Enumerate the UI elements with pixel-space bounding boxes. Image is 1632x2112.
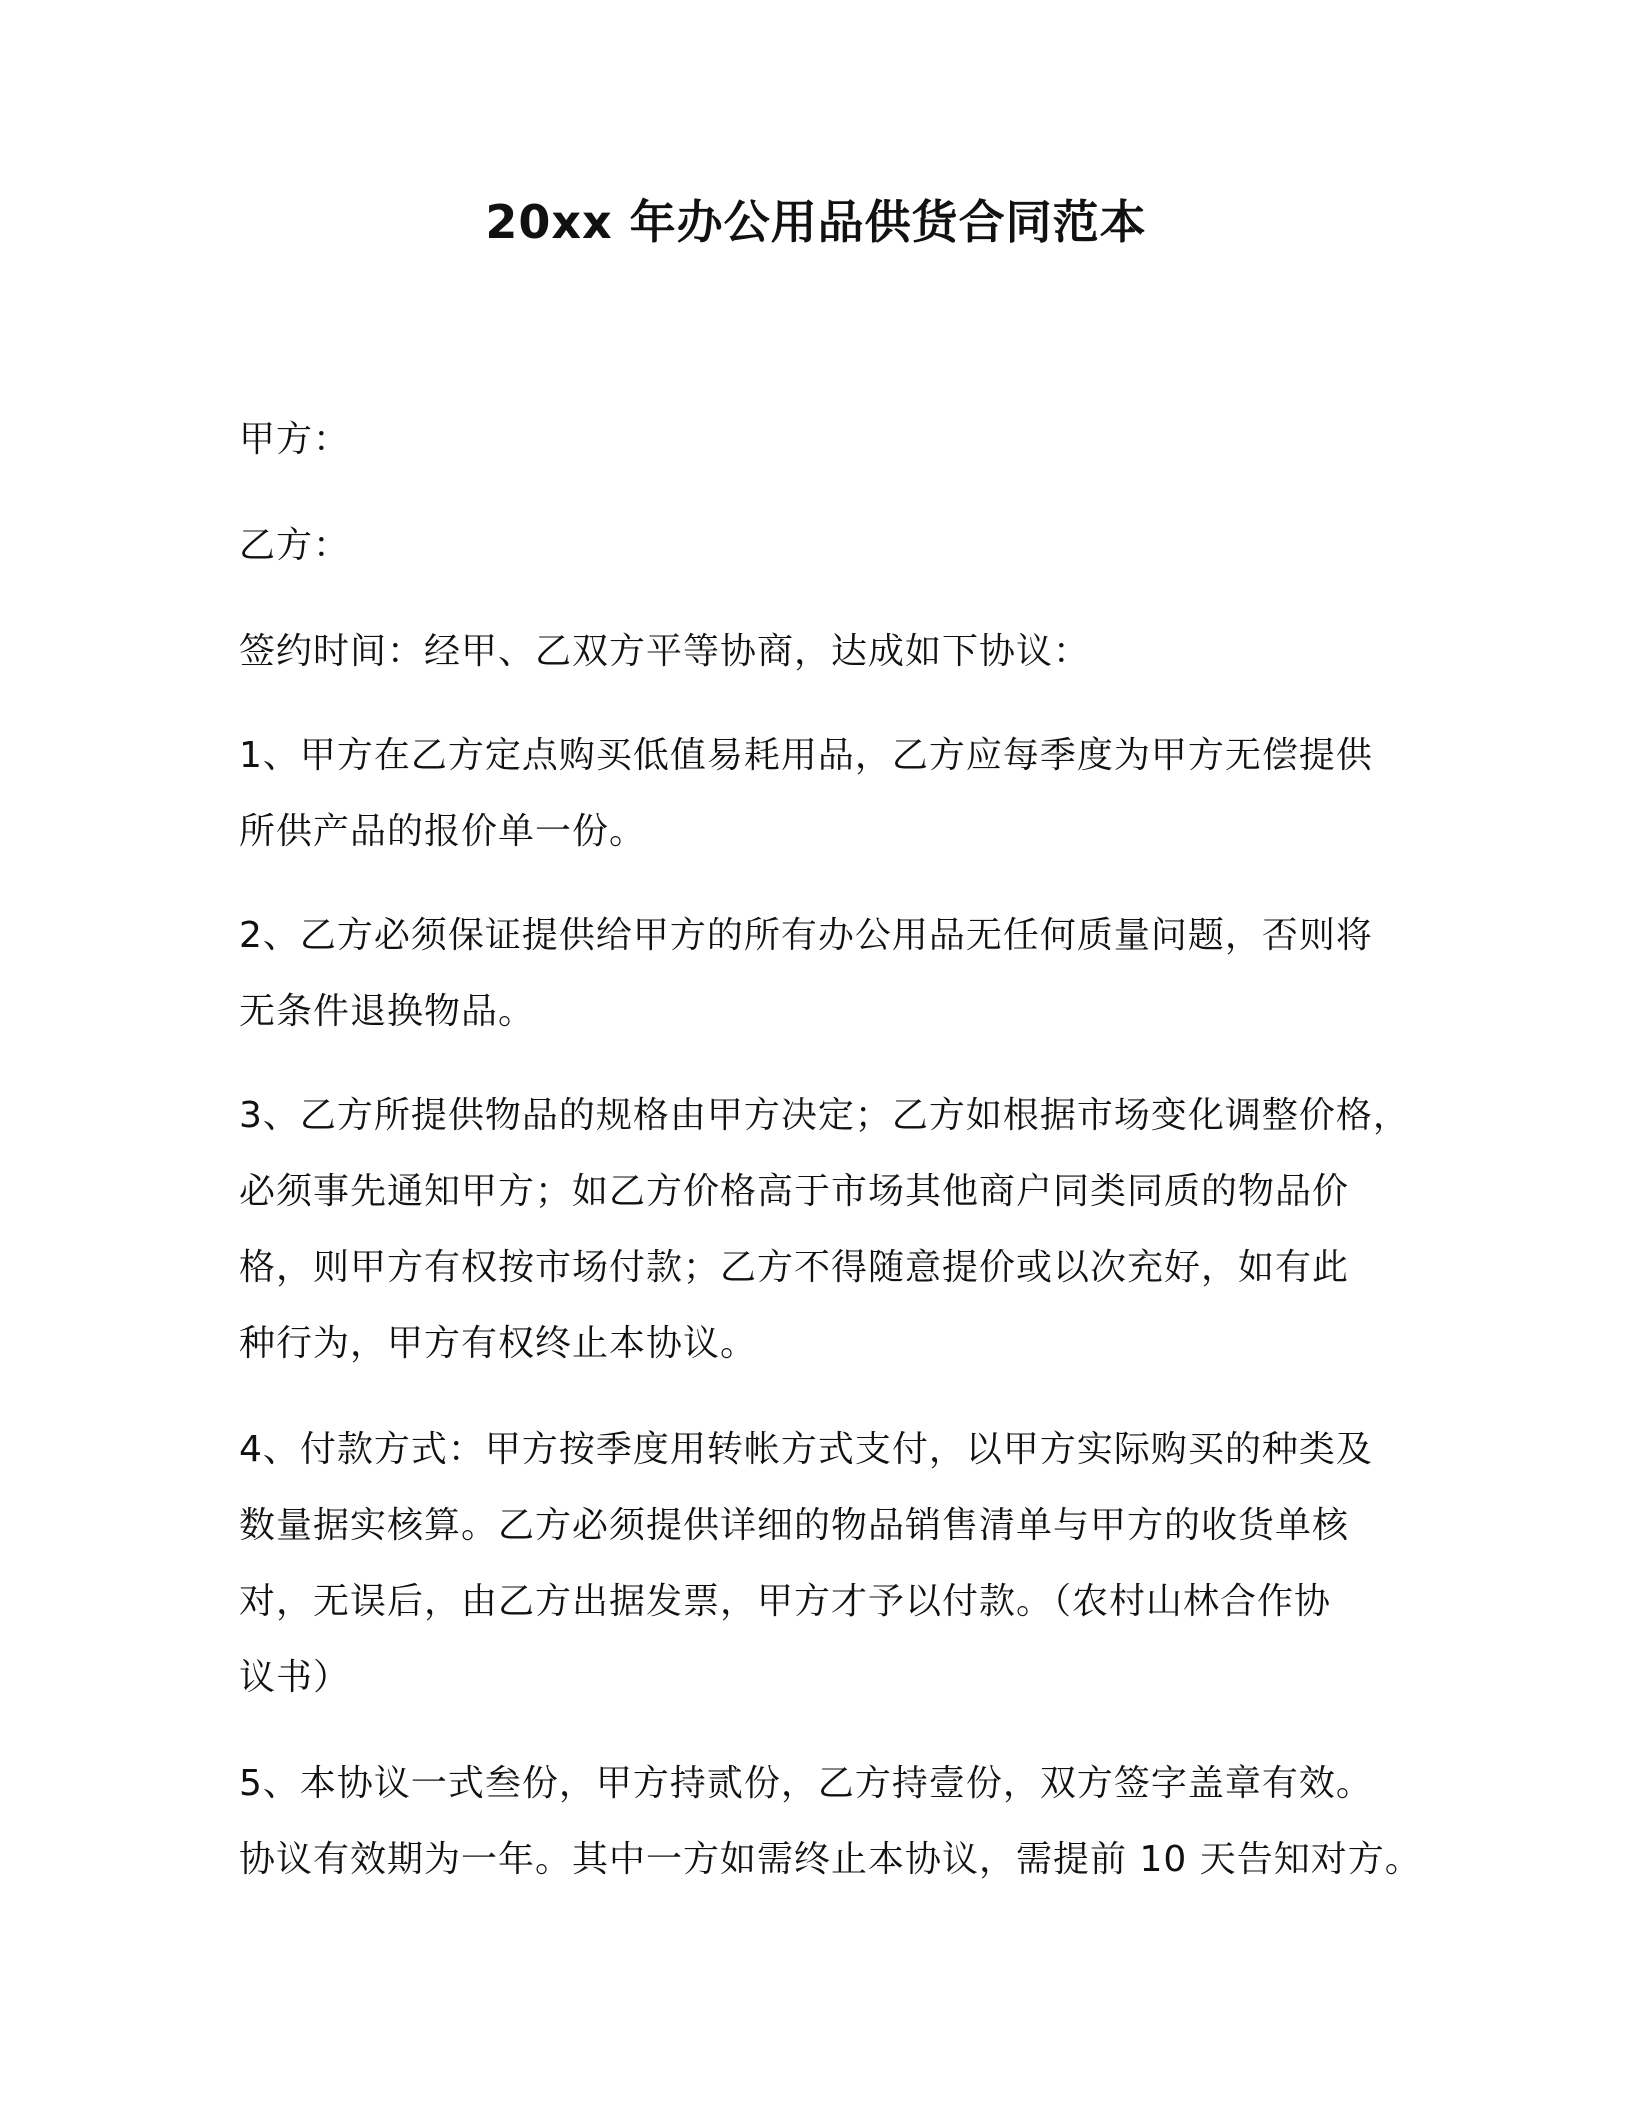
clause-line: 种行为，甲方有权终止本协议。 bbox=[239, 1323, 758, 1364]
clause-4 bbox=[239, 1412, 1409, 1716]
party-a-label: 甲方： bbox=[239, 419, 351, 460]
party-b-line bbox=[239, 508, 1409, 584]
clause-line: 3、乙方所提供物品的规格由甲方决定；乙方如根据市场变化调整价格， bbox=[239, 1095, 1410, 1136]
clause-3 bbox=[239, 1078, 1409, 1382]
clause-5 bbox=[239, 1746, 1422, 1898]
signing-line bbox=[239, 614, 1409, 690]
clause-line: 2、乙方必须保证提供给甲方的所有办公用品无任何质量问题，否则将 bbox=[239, 915, 1373, 956]
clause-line: 无条件退换物品。 bbox=[239, 991, 536, 1032]
clause-line: 所供产品的报价单一份。 bbox=[239, 811, 647, 852]
clause-line: 格，则甲方有权按市场付款；乙方不得随意提价或以次充好，如有此 bbox=[239, 1247, 1350, 1288]
clause-1 bbox=[239, 718, 1409, 870]
clause-line: 5、本协议一式叁份，甲方持贰份，乙方持壹份，双方签字盖章有效。 bbox=[239, 1763, 1373, 1804]
clause-line: 数量据实核算。乙方必须提供详细的物品销售清单与甲方的收货单核 bbox=[239, 1505, 1350, 1546]
party-a-line bbox=[239, 402, 1409, 478]
signing-text: 签约时间：经甲、乙双方平等协商，达成如下协议： bbox=[239, 631, 1091, 672]
clause-line: 协议有效期为一年。其中一方如需终止本协议，需提前 10 天告知对方。 bbox=[239, 1839, 1422, 1880]
clause-2 bbox=[239, 898, 1409, 1050]
document-title: 20xx 年办公用品供货合同范本 bbox=[485, 195, 1147, 249]
clause-line: 1、甲方在乙方定点购买低值易耗用品，乙方应每季度为甲方无偿提供 bbox=[239, 735, 1373, 776]
clause-line: 必须事先通知甲方；如乙方价格高于市场其他商户同类同质的物品价 bbox=[239, 1171, 1350, 1212]
clause-line: 4、付款方式：甲方按季度用转帐方式支付，以甲方实际购买的种类及 bbox=[239, 1429, 1373, 1470]
party-b-label: 乙方： bbox=[239, 525, 351, 566]
clause-line: 对，无误后，由乙方出据发票，甲方才予以付款。（农村山林合作协 bbox=[239, 1581, 1332, 1622]
clause-line: 议书） bbox=[239, 1657, 351, 1698]
